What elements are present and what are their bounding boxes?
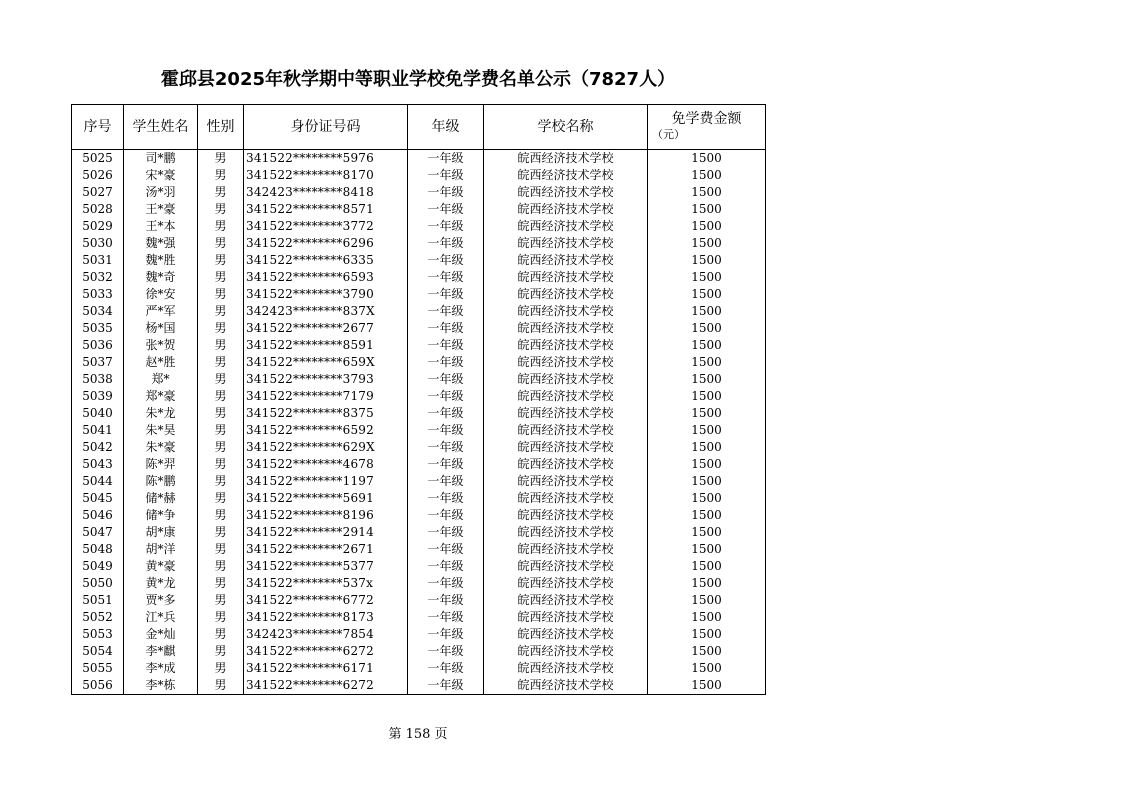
cell-seq: 5049 xyxy=(72,558,124,575)
cell-amount: 1500 xyxy=(648,337,766,354)
cell-name: 朱*昊 xyxy=(124,422,198,439)
cell-seq: 5047 xyxy=(72,524,124,541)
table-row xyxy=(72,456,766,473)
cell-id-number: 341522********8170 xyxy=(244,167,408,184)
cell-id-number: 341522********8375 xyxy=(244,405,408,422)
cell-amount: 1500 xyxy=(648,252,766,269)
cell-seq: 5038 xyxy=(72,371,124,388)
cell-amount: 1500 xyxy=(648,167,766,184)
cell-grade: 一年级 xyxy=(408,150,484,168)
cell-school: 皖西经济技术学校 xyxy=(484,218,648,235)
cell-grade: 一年级 xyxy=(408,269,484,286)
cell-amount: 1500 xyxy=(648,626,766,643)
cell-id-number: 341522********2677 xyxy=(244,320,408,337)
cell-id-number: 341522********5377 xyxy=(244,558,408,575)
cell-seq: 5041 xyxy=(72,422,124,439)
cell-school: 皖西经济技术学校 xyxy=(484,184,648,201)
cell-grade: 一年级 xyxy=(408,286,484,303)
cell-gender: 男 xyxy=(198,167,244,184)
cell-gender: 男 xyxy=(198,507,244,524)
cell-amount: 1500 xyxy=(648,405,766,422)
cell-seq: 5043 xyxy=(72,456,124,473)
cell-gender: 男 xyxy=(198,541,244,558)
cell-name: 贾*多 xyxy=(124,592,198,609)
cell-school: 皖西经济技术学校 xyxy=(484,677,648,695)
cell-school: 皖西经济技术学校 xyxy=(484,558,648,575)
cell-grade: 一年级 xyxy=(408,303,484,320)
cell-seq: 5039 xyxy=(72,388,124,405)
cell-gender: 男 xyxy=(198,609,244,626)
cell-school: 皖西经济技术学校 xyxy=(484,439,648,456)
cell-id-number: 342423********837X xyxy=(244,303,408,320)
cell-seq: 5029 xyxy=(72,218,124,235)
cell-id-number: 341522********3772 xyxy=(244,218,408,235)
cell-school: 皖西经济技术学校 xyxy=(484,422,648,439)
cell-amount: 1500 xyxy=(648,677,766,695)
cell-name: 陈*羿 xyxy=(124,456,198,473)
cell-school: 皖西经济技术学校 xyxy=(484,643,648,660)
table-row xyxy=(72,473,766,490)
table-row xyxy=(72,490,766,507)
header-gender: 性别 xyxy=(198,105,244,150)
table-row xyxy=(72,354,766,371)
cell-seq: 5040 xyxy=(72,405,124,422)
cell-gender: 男 xyxy=(198,592,244,609)
cell-gender: 男 xyxy=(198,320,244,337)
cell-name: 陈*鹏 xyxy=(124,473,198,490)
cell-school: 皖西经济技术学校 xyxy=(484,235,648,252)
cell-amount: 1500 xyxy=(648,524,766,541)
cell-seq: 5027 xyxy=(72,184,124,201)
cell-name: 朱*龙 xyxy=(124,405,198,422)
cell-id-number: 341522********6592 xyxy=(244,422,408,439)
cell-amount: 1500 xyxy=(648,541,766,558)
cell-school: 皖西经济技术学校 xyxy=(484,507,648,524)
cell-grade: 一年级 xyxy=(408,558,484,575)
table-row xyxy=(72,252,766,269)
cell-gender: 男 xyxy=(198,490,244,507)
cell-name: 司*鹏 xyxy=(124,150,198,168)
cell-name: 魏*强 xyxy=(124,235,198,252)
cell-id-number: 341522********8571 xyxy=(244,201,408,218)
table-row xyxy=(72,150,766,168)
cell-amount: 1500 xyxy=(648,218,766,235)
cell-name: 郑*豪 xyxy=(124,388,198,405)
table-row xyxy=(72,371,766,388)
cell-gender: 男 xyxy=(198,303,244,320)
cell-amount: 1500 xyxy=(648,575,766,592)
header-id: 身份证号码 xyxy=(244,105,408,150)
cell-seq: 5046 xyxy=(72,507,124,524)
cell-school: 皖西经济技术学校 xyxy=(484,456,648,473)
cell-amount: 1500 xyxy=(648,507,766,524)
cell-id-number: 341522********6171 xyxy=(244,660,408,677)
cell-seq: 5056 xyxy=(72,677,124,695)
cell-seq: 5033 xyxy=(72,286,124,303)
cell-name: 郑* xyxy=(124,371,198,388)
cell-amount: 1500 xyxy=(648,371,766,388)
cell-school: 皖西经济技术学校 xyxy=(484,575,648,592)
table-row xyxy=(72,235,766,252)
cell-amount: 1500 xyxy=(648,354,766,371)
cell-name: 李*麒 xyxy=(124,643,198,660)
cell-grade: 一年级 xyxy=(408,592,484,609)
cell-name: 金*灿 xyxy=(124,626,198,643)
cell-grade: 一年级 xyxy=(408,167,484,184)
cell-name: 储*赫 xyxy=(124,490,198,507)
cell-school: 皖西经济技术学校 xyxy=(484,490,648,507)
cell-name: 宋*豪 xyxy=(124,167,198,184)
table-row xyxy=(72,388,766,405)
cell-school: 皖西经济技术学校 xyxy=(484,286,648,303)
cell-school: 皖西经济技术学校 xyxy=(484,354,648,371)
table-row xyxy=(72,184,766,201)
cell-gender: 男 xyxy=(198,422,244,439)
cell-id-number: 341522********3790 xyxy=(244,286,408,303)
cell-grade: 一年级 xyxy=(408,575,484,592)
cell-id-number: 341522********2914 xyxy=(244,524,408,541)
table-row xyxy=(72,660,766,677)
cell-id-number: 341522********6272 xyxy=(244,643,408,660)
cell-gender: 男 xyxy=(198,218,244,235)
cell-seq: 5048 xyxy=(72,541,124,558)
cell-name: 黄*豪 xyxy=(124,558,198,575)
cell-grade: 一年级 xyxy=(408,184,484,201)
cell-seq: 5030 xyxy=(72,235,124,252)
cell-grade: 一年级 xyxy=(408,201,484,218)
cell-id-number: 341522********659X xyxy=(244,354,408,371)
cell-amount: 1500 xyxy=(648,184,766,201)
cell-seq: 5034 xyxy=(72,303,124,320)
cell-grade: 一年级 xyxy=(408,405,484,422)
cell-seq: 5036 xyxy=(72,337,124,354)
cell-name: 储*争 xyxy=(124,507,198,524)
cell-name: 徐*安 xyxy=(124,286,198,303)
cell-amount: 1500 xyxy=(648,558,766,575)
page-number: 第 158 页 xyxy=(388,727,448,742)
cell-grade: 一年级 xyxy=(408,643,484,660)
table-row xyxy=(72,269,766,286)
cell-school: 皖西经济技术学校 xyxy=(484,405,648,422)
cell-school: 皖西经济技术学校 xyxy=(484,371,648,388)
header-amount xyxy=(648,105,766,150)
cell-gender: 男 xyxy=(198,371,244,388)
table-row xyxy=(72,609,766,626)
roster-table xyxy=(71,104,766,695)
cell-seq: 5025 xyxy=(72,150,124,168)
cell-seq: 5031 xyxy=(72,252,124,269)
cell-name: 魏*胜 xyxy=(124,252,198,269)
cell-gender: 男 xyxy=(198,150,244,168)
cell-school: 皖西经济技术学校 xyxy=(484,541,648,558)
cell-grade: 一年级 xyxy=(408,677,484,695)
cell-grade: 一年级 xyxy=(408,354,484,371)
cell-name: 黄*龙 xyxy=(124,575,198,592)
cell-grade: 一年级 xyxy=(408,371,484,388)
table-row xyxy=(72,643,766,660)
cell-gender: 男 xyxy=(198,286,244,303)
cell-name: 江*兵 xyxy=(124,609,198,626)
cell-amount: 1500 xyxy=(648,439,766,456)
cell-amount: 1500 xyxy=(648,490,766,507)
cell-school: 皖西经济技术学校 xyxy=(484,269,648,286)
cell-amount: 1500 xyxy=(648,303,766,320)
cell-id-number: 341522********6772 xyxy=(244,592,408,609)
cell-name: 张*贺 xyxy=(124,337,198,354)
cell-name: 李*栋 xyxy=(124,677,198,695)
cell-id-number: 341522********6296 xyxy=(244,235,408,252)
cell-amount: 1500 xyxy=(648,235,766,252)
table-row xyxy=(72,677,766,695)
cell-amount: 1500 xyxy=(648,660,766,677)
cell-gender: 男 xyxy=(198,575,244,592)
header-school: 学校名称 xyxy=(484,105,648,150)
page-title: 霍邱县2025年秋学期中等职业学校免学费名单公示（7827人） xyxy=(160,69,676,90)
cell-grade: 一年级 xyxy=(408,507,484,524)
cell-seq: 5050 xyxy=(72,575,124,592)
header-grade: 年级 xyxy=(408,105,484,150)
cell-seq: 5051 xyxy=(72,592,124,609)
table-row xyxy=(72,626,766,643)
table-row xyxy=(72,507,766,524)
cell-gender: 男 xyxy=(198,354,244,371)
table-row xyxy=(72,201,766,218)
table-row xyxy=(72,218,766,235)
table-row xyxy=(72,592,766,609)
cell-name: 王*豪 xyxy=(124,201,198,218)
table-row xyxy=(72,303,766,320)
cell-amount: 1500 xyxy=(648,286,766,303)
cell-school: 皖西经济技术学校 xyxy=(484,252,648,269)
cell-school: 皖西经济技术学校 xyxy=(484,592,648,609)
table-row xyxy=(72,320,766,337)
cell-name: 王*本 xyxy=(124,218,198,235)
cell-id-number: 342423********8418 xyxy=(244,184,408,201)
cell-amount: 1500 xyxy=(648,150,766,168)
cell-gender: 男 xyxy=(198,660,244,677)
cell-name: 胡*康 xyxy=(124,524,198,541)
cell-seq: 5028 xyxy=(72,201,124,218)
cell-gender: 男 xyxy=(198,677,244,695)
cell-school: 皖西经济技术学校 xyxy=(484,150,648,168)
cell-grade: 一年级 xyxy=(408,473,484,490)
cell-seq: 5026 xyxy=(72,167,124,184)
cell-grade: 一年级 xyxy=(408,320,484,337)
cell-amount: 1500 xyxy=(648,609,766,626)
cell-gender: 男 xyxy=(198,405,244,422)
table-row xyxy=(72,337,766,354)
cell-id-number: 341522********5691 xyxy=(244,490,408,507)
cell-name: 汤*羽 xyxy=(124,184,198,201)
cell-amount: 1500 xyxy=(648,201,766,218)
cell-grade: 一年级 xyxy=(408,218,484,235)
cell-seq: 5055 xyxy=(72,660,124,677)
cell-gender: 男 xyxy=(198,388,244,405)
cell-gender: 男 xyxy=(198,439,244,456)
cell-id-number: 341522********537x xyxy=(244,575,408,592)
header-seq: 序号 xyxy=(72,105,124,150)
cell-seq: 5037 xyxy=(72,354,124,371)
cell-amount: 1500 xyxy=(648,388,766,405)
cell-grade: 一年级 xyxy=(408,252,484,269)
cell-grade: 一年级 xyxy=(408,439,484,456)
cell-grade: 一年级 xyxy=(408,456,484,473)
cell-name: 胡*洋 xyxy=(124,541,198,558)
cell-school: 皖西经济技术学校 xyxy=(484,320,648,337)
cell-id-number: 342423********7854 xyxy=(244,626,408,643)
table-row xyxy=(72,405,766,422)
cell-amount: 1500 xyxy=(648,592,766,609)
cell-school: 皖西经济技术学校 xyxy=(484,660,648,677)
cell-grade: 一年级 xyxy=(408,235,484,252)
cell-gender: 男 xyxy=(198,456,244,473)
cell-name: 魏*奇 xyxy=(124,269,198,286)
cell-seq: 5035 xyxy=(72,320,124,337)
cell-amount: 1500 xyxy=(648,269,766,286)
cell-seq: 5052 xyxy=(72,609,124,626)
cell-school: 皖西经济技术学校 xyxy=(484,201,648,218)
cell-id-number: 341522********6593 xyxy=(244,269,408,286)
cell-school: 皖西经济技术学校 xyxy=(484,626,648,643)
cell-gender: 男 xyxy=(198,626,244,643)
cell-amount: 1500 xyxy=(648,456,766,473)
cell-seq: 5053 xyxy=(72,626,124,643)
cell-grade: 一年级 xyxy=(408,388,484,405)
cell-school: 皖西经济技术学校 xyxy=(484,609,648,626)
cell-gender: 男 xyxy=(198,269,244,286)
cell-amount: 1500 xyxy=(648,422,766,439)
table-row xyxy=(72,575,766,592)
cell-id-number: 341522********7179 xyxy=(244,388,408,405)
cell-name: 李*成 xyxy=(124,660,198,677)
table-row xyxy=(72,524,766,541)
table-row xyxy=(72,422,766,439)
cell-id-number: 341522********8591 xyxy=(244,337,408,354)
cell-gender: 男 xyxy=(198,184,244,201)
cell-grade: 一年级 xyxy=(408,626,484,643)
cell-school: 皖西经济技术学校 xyxy=(484,303,648,320)
table-row xyxy=(72,167,766,184)
cell-grade: 一年级 xyxy=(408,524,484,541)
table-row xyxy=(72,439,766,456)
cell-school: 皖西经济技术学校 xyxy=(484,337,648,354)
cell-gender: 男 xyxy=(198,558,244,575)
header-amount-unit: （元） xyxy=(652,128,685,141)
table-row xyxy=(72,541,766,558)
table-row xyxy=(72,286,766,303)
cell-grade: 一年级 xyxy=(408,337,484,354)
cell-id-number: 341522********629X xyxy=(244,439,408,456)
header-row xyxy=(72,105,766,150)
cell-name: 严*军 xyxy=(124,303,198,320)
cell-id-number: 341522********3793 xyxy=(244,371,408,388)
cell-id-number: 341522********2671 xyxy=(244,541,408,558)
cell-grade: 一年级 xyxy=(408,490,484,507)
cell-id-number: 341522********1197 xyxy=(244,473,408,490)
cell-amount: 1500 xyxy=(648,320,766,337)
cell-grade: 一年级 xyxy=(408,609,484,626)
cell-seq: 5054 xyxy=(72,643,124,660)
cell-seq: 5032 xyxy=(72,269,124,286)
cell-grade: 一年级 xyxy=(408,422,484,439)
cell-id-number: 341522********5976 xyxy=(244,150,408,168)
cell-school: 皖西经济技术学校 xyxy=(484,524,648,541)
cell-grade: 一年级 xyxy=(408,541,484,558)
header-amount-label: 免学费金额 xyxy=(671,111,742,127)
cell-amount: 1500 xyxy=(648,473,766,490)
header-name: 学生姓名 xyxy=(124,105,198,150)
cell-gender: 男 xyxy=(198,337,244,354)
cell-id-number: 341522********8173 xyxy=(244,609,408,626)
cell-id-number: 341522********6272 xyxy=(244,677,408,695)
cell-amount: 1500 xyxy=(648,643,766,660)
cell-school: 皖西经济技术学校 xyxy=(484,167,648,184)
cell-gender: 男 xyxy=(198,252,244,269)
cell-grade: 一年级 xyxy=(408,660,484,677)
cell-seq: 5042 xyxy=(72,439,124,456)
cell-gender: 男 xyxy=(198,524,244,541)
table-row xyxy=(72,558,766,575)
cell-seq: 5045 xyxy=(72,490,124,507)
cell-gender: 男 xyxy=(198,473,244,490)
cell-id-number: 341522********8196 xyxy=(244,507,408,524)
cell-id-number: 341522********4678 xyxy=(244,456,408,473)
cell-name: 朱*豪 xyxy=(124,439,198,456)
cell-name: 赵*胜 xyxy=(124,354,198,371)
cell-seq: 5044 xyxy=(72,473,124,490)
cell-school: 皖西经济技术学校 xyxy=(484,473,648,490)
roster-body xyxy=(72,150,766,695)
cell-gender: 男 xyxy=(198,235,244,252)
cell-name: 杨*国 xyxy=(124,320,198,337)
cell-gender: 男 xyxy=(198,201,244,218)
cell-gender: 男 xyxy=(198,643,244,660)
cell-id-number: 341522********6335 xyxy=(244,252,408,269)
cell-school: 皖西经济技术学校 xyxy=(484,388,648,405)
